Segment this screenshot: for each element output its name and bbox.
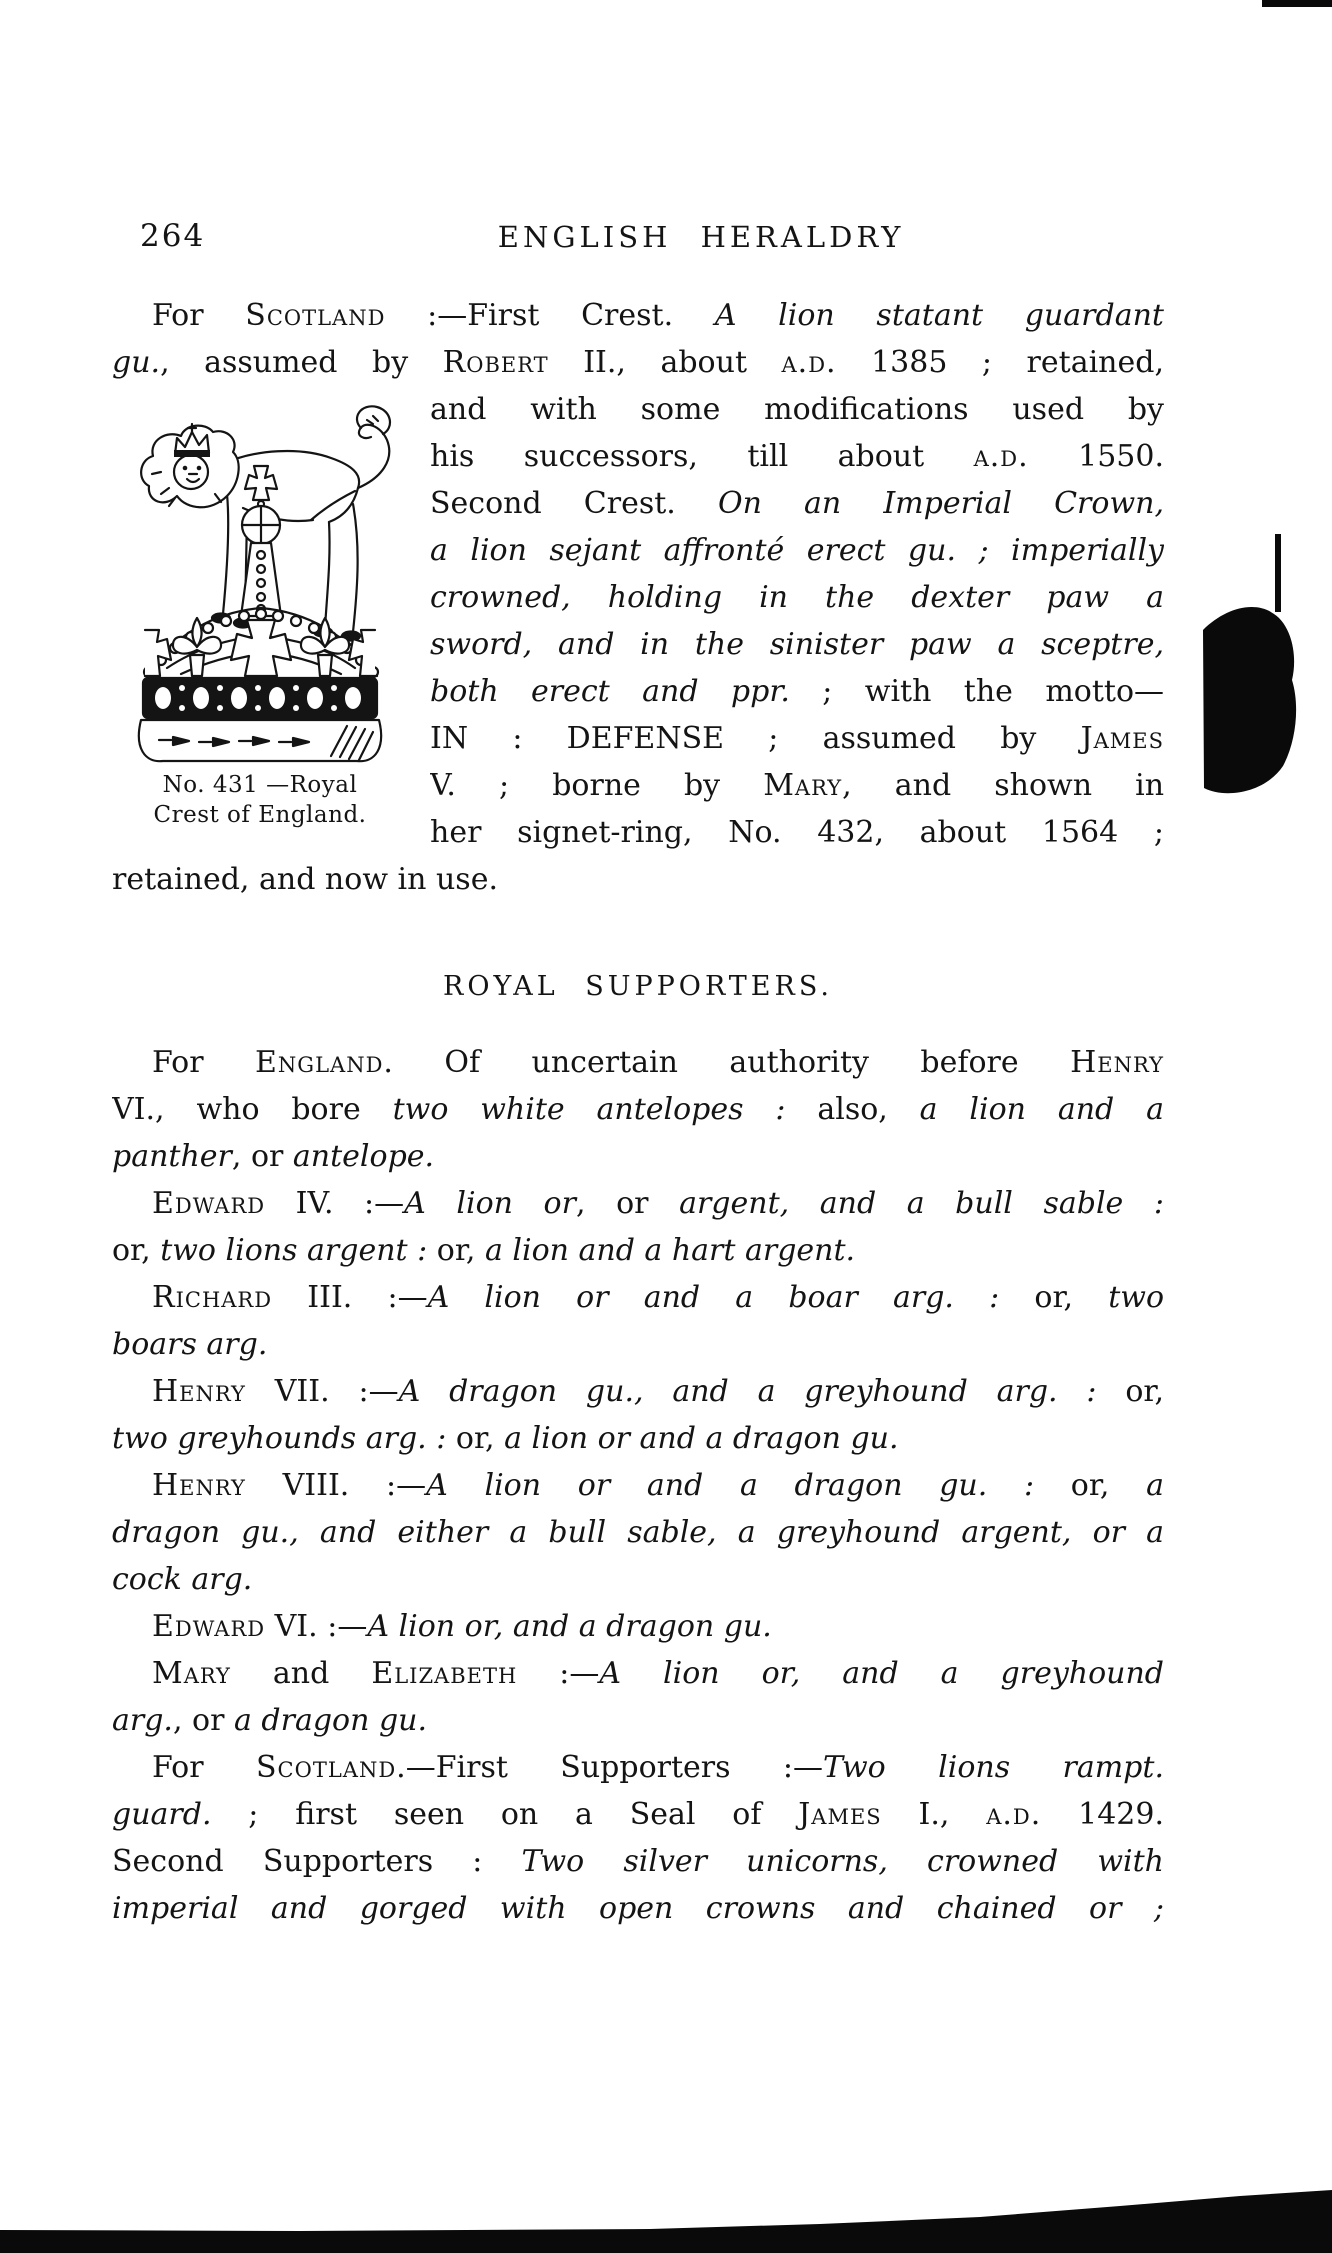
- text-line: [112, 1650, 1164, 1697]
- text-segment: .—First Supporters :—: [396, 1750, 824, 1785]
- text-segment: A lion statant guardant: [714, 298, 1164, 333]
- crown-rim-ornaments: [145, 618, 375, 676]
- text-line: [112, 1274, 1164, 1321]
- text-segment: A lion or, and a greyhound: [599, 1656, 1164, 1691]
- text-segment: Scotland: [245, 298, 386, 333]
- text-segment: boars arg.: [112, 1327, 268, 1362]
- text-segment: or,: [1034, 1468, 1147, 1503]
- text-segment: a lion and a: [919, 1092, 1164, 1127]
- text-segment: VI., who bore: [112, 1092, 393, 1127]
- text-segment: , assumed by: [160, 345, 443, 380]
- text-line: [430, 433, 1164, 480]
- text-line: [112, 1791, 1164, 1838]
- text-segment: a lion sejant affronté erect gu. ; imperially: [430, 533, 1164, 568]
- text-line: [112, 1321, 1164, 1368]
- text-segment: antelope.: [292, 1139, 435, 1174]
- text-segment: a dragon gu.: [233, 1703, 428, 1738]
- text-segment: VII. :—: [245, 1374, 399, 1409]
- text-segment: III. :—: [272, 1280, 428, 1315]
- lion-tail: [357, 406, 390, 488]
- text-segment: Scotland: [255, 1750, 397, 1785]
- text-segment: For: [152, 298, 246, 333]
- text-segment: two: [1108, 1280, 1164, 1315]
- text-segment: Second Supporters :: [112, 1844, 522, 1879]
- text-segment: arg.: [112, 1703, 173, 1738]
- text-line: [112, 1180, 1164, 1227]
- text-segment: Henry: [152, 1374, 246, 1409]
- text-line: [430, 480, 1164, 527]
- text-segment: A lion or, and a dragon gu.: [367, 1609, 772, 1644]
- text-line: [430, 762, 1164, 809]
- text-segment: Two silver unicorns, crowned with: [521, 1844, 1164, 1879]
- text-segment: IV. :—: [265, 1186, 405, 1221]
- page-title: ENGLISH HERALDRY: [497, 220, 905, 254]
- text-line: [430, 527, 1164, 574]
- text-segment: ; with the motto—: [789, 674, 1164, 709]
- text-line: [430, 574, 1164, 621]
- text-line: [430, 809, 1164, 856]
- paragraphs-royal-supporters: [112, 1039, 1164, 1932]
- text-line: [430, 386, 1164, 433]
- text-line: [112, 1556, 1164, 1603]
- text-segment: crowned, holding in the dexter paw a: [430, 580, 1164, 615]
- text-segment: Edward: [152, 1186, 266, 1221]
- text-segment: VIII. :—: [245, 1468, 427, 1503]
- text-segment: Edward: [152, 1609, 266, 1644]
- text-segment: . Of uncertain authority before: [383, 1045, 1071, 1080]
- text-segment: cock arg.: [112, 1562, 253, 1597]
- text-segment: his successors, till about: [430, 439, 974, 474]
- text-segment: 1429.: [1041, 1797, 1164, 1832]
- royal-crest-illustration: [114, 376, 406, 766]
- text-line: [430, 621, 1164, 668]
- crown-ermine-base: [139, 720, 381, 761]
- text-segment: a lion or and a dragon gu.: [504, 1421, 899, 1456]
- text-line: [112, 1368, 1164, 1415]
- text-segment: a.d.: [781, 345, 837, 380]
- text-line: [112, 1133, 1164, 1180]
- text-segment: Mary: [152, 1656, 231, 1691]
- text-segment: Richard: [152, 1280, 273, 1315]
- text-segment: or,: [427, 1233, 485, 1268]
- figure-caption-line1: No. 431 —Royal: [162, 772, 358, 798]
- text-segment: two greyhounds arg. :: [112, 1421, 447, 1456]
- section-heading-royal-supporters: ROYAL SUPPORTERS.: [443, 971, 833, 1002]
- text-segment: A dragon gu., and a greyhound arg. :: [398, 1374, 1097, 1409]
- text-segment: dragon gu., and either a bull sable, a greyhound argent, or a: [112, 1515, 1164, 1550]
- text-segment: I.,: [881, 1797, 987, 1832]
- scan-artifact-bottom-bar: [0, 2190, 1332, 2253]
- text-segment: , or: [172, 1703, 234, 1738]
- text-segment: II., about: [548, 345, 782, 380]
- text-segment: James: [798, 1797, 882, 1832]
- text-segment: and: [230, 1656, 372, 1691]
- text-line: [112, 1462, 1164, 1509]
- text-segment: retained, and now in use.: [112, 862, 498, 897]
- text-segment: a: [1146, 1468, 1164, 1503]
- text-segment: Henry: [1070, 1045, 1164, 1080]
- text-segment: For: [152, 1045, 256, 1080]
- text-segment: two lions argent :: [160, 1233, 428, 1268]
- text-segment: , or: [575, 1186, 680, 1221]
- text-segment: James: [1080, 721, 1164, 756]
- text-segment: , or: [231, 1139, 293, 1174]
- text-block: [112, 218, 1164, 1932]
- text-segment: sword, and in the sinister paw a sceptre,: [430, 627, 1164, 662]
- text-segment: or,: [446, 1421, 505, 1456]
- text-segment: her signet-ring, No. 432, about 1564 ;: [430, 815, 1164, 850]
- text-segment: IN : DEFENSE ; assumed by: [430, 721, 1081, 756]
- text-line: [112, 1885, 1164, 1932]
- text-segment: two white antelopes :: [392, 1092, 786, 1127]
- text-segment: a lion and a hart argent.: [484, 1233, 856, 1268]
- text-segment: A lion or: [404, 1186, 576, 1221]
- text-segment: On an Imperial Crown,: [717, 486, 1164, 521]
- text-segment: For: [152, 1750, 256, 1785]
- text-segment: A lion or and a dragon gu. :: [426, 1468, 1035, 1503]
- text-segment: Two lions rampt.: [823, 1750, 1164, 1785]
- crest-figure: [112, 376, 408, 830]
- text-line: [430, 715, 1164, 762]
- text-line: [430, 668, 1164, 715]
- text-line: [112, 1509, 1164, 1556]
- text-segment: both erect and ppr.: [430, 674, 790, 709]
- crown-circlet: [143, 678, 377, 718]
- text-line: [112, 1415, 1164, 1462]
- text-segment: 1385 ; retained,: [836, 345, 1164, 380]
- text-segment: VI. :—: [265, 1609, 368, 1644]
- text-segment: Mary: [763, 768, 843, 803]
- text-segment: Henry: [152, 1468, 246, 1503]
- page-number: 264: [140, 218, 206, 254]
- text-line: [112, 1697, 1164, 1744]
- text-segment: argent, and a bull sable :: [679, 1186, 1164, 1221]
- text-segment: England: [255, 1045, 384, 1080]
- text-segment: or,: [999, 1280, 1109, 1315]
- text-segment: :—: [517, 1656, 600, 1691]
- text-line: [112, 292, 1164, 339]
- text-segment: ; first seen on a Seal of: [211, 1797, 799, 1832]
- text-segment: or,: [112, 1233, 161, 1268]
- text-segment: also,: [785, 1092, 920, 1127]
- text-segment: guard.: [112, 1797, 212, 1832]
- text-segment: panther: [112, 1139, 232, 1174]
- text-segment: Robert: [442, 345, 549, 380]
- figure-caption-line2: Crest of England.: [153, 802, 367, 828]
- text-line: [112, 1603, 1164, 1650]
- text-segment: or,: [1096, 1374, 1164, 1409]
- text-segment: a.d.: [986, 1797, 1042, 1832]
- text-segment: and with some modifications used by: [430, 392, 1164, 427]
- text-segment: Second Crest.: [430, 486, 718, 521]
- text-line: [112, 1039, 1164, 1086]
- text-segment: Elizabeth: [371, 1656, 518, 1691]
- text-segment: , and shown in: [842, 768, 1164, 803]
- text-line: [112, 1227, 1164, 1274]
- figure-caption: [112, 770, 408, 830]
- text-line: [112, 1086, 1164, 1133]
- text-segment: A lion or and a boar arg. :: [427, 1280, 1000, 1315]
- text-segment: 1550.: [1028, 439, 1164, 474]
- text-line: [112, 1744, 1164, 1791]
- text-segment: a.d.: [973, 439, 1029, 474]
- text-line: [112, 1838, 1164, 1885]
- text-line: [112, 856, 1164, 903]
- text-segment: V. ; borne by: [430, 768, 764, 803]
- ink-smudge-right-margin: [1195, 530, 1305, 815]
- text-segment: gu.: [112, 345, 161, 380]
- section-heading-wrap: [112, 971, 1164, 1013]
- scan-artifact-top-right: [1262, 0, 1332, 7]
- text-segment: :—First Crest.: [385, 298, 715, 333]
- text-segment: imperial and gorged with open crowns and chained or ;: [112, 1891, 1164, 1926]
- running-head: [112, 218, 1164, 262]
